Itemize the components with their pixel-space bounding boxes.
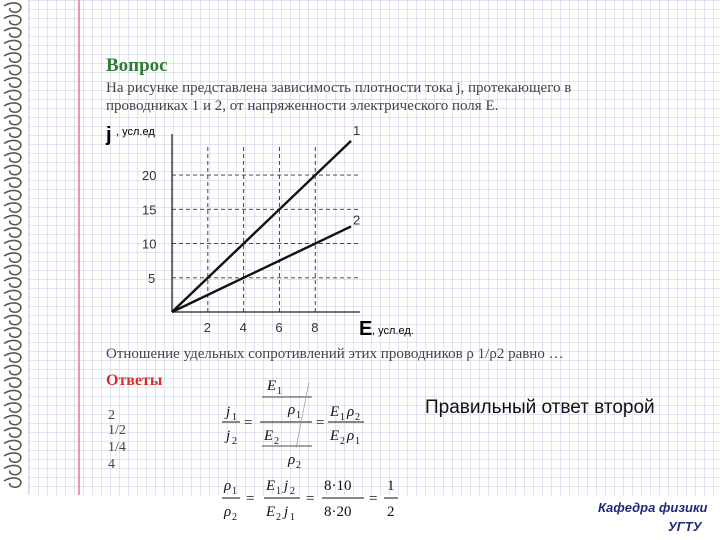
binding-ring	[4, 16, 21, 25]
y-tick-label: 15	[142, 202, 157, 218]
y-axis-symbol: j	[106, 124, 112, 146]
x-axis-unit: , усл.ед.	[372, 325, 414, 337]
formula-symbol: E	[266, 478, 276, 494]
binding-ring	[4, 116, 21, 125]
answers-title: Ответы	[106, 372, 163, 389]
binding-ring	[4, 466, 21, 475]
binding-ring	[4, 28, 21, 37]
x-tick-label: 8	[311, 320, 319, 335]
formula-subscript: 2	[296, 460, 301, 471]
formula-subscript: 2	[290, 486, 295, 497]
formula-resistivity-ratio	[222, 478, 398, 523]
formula-symbol: ρ	[224, 478, 232, 494]
ratio-question: Отношение удельных сопротивлений этих проводников ρ 1/ρ2 равно …	[106, 346, 564, 362]
binding-ring	[4, 416, 21, 425]
formula-symbol: j	[284, 478, 289, 494]
answer-option[interactable]: 2	[108, 408, 115, 423]
series-label-1: 1	[353, 122, 361, 138]
series-line-1	[172, 141, 351, 312]
formula-current-ratio	[222, 378, 364, 471]
x-tick-label: 6	[275, 320, 283, 335]
formula-subscript: 1	[277, 386, 282, 397]
binding-ring	[4, 91, 21, 100]
formula-number: 2	[387, 504, 395, 520]
formula-subscript: 1	[290, 512, 295, 523]
binding-ring	[4, 78, 21, 87]
binding-ring	[4, 341, 21, 350]
formula-symbol: E	[264, 428, 274, 444]
binding-ring	[4, 178, 21, 187]
binding-ring	[4, 53, 21, 62]
formula-subscript: 2	[232, 436, 237, 447]
spiral-binding-rings	[0, 0, 28, 495]
formula-symbol: ρ	[224, 504, 232, 520]
question-text-line-2: проводниках 1 и 2, от напряженности электрического поля E.	[106, 98, 499, 114]
formula-symbol: E	[330, 404, 340, 420]
y-axis-unit: , усл.ед	[116, 126, 155, 138]
binding-ring	[4, 3, 21, 12]
formula-subscript: 2	[355, 412, 360, 423]
binding-ring	[4, 153, 21, 162]
binding-ring	[4, 478, 21, 487]
binding-ring	[4, 128, 21, 137]
answer-option[interactable]: 4	[108, 457, 115, 472]
formula-symbol: j	[226, 404, 231, 420]
answer-option[interactable]: 1/2	[108, 423, 126, 438]
binding-ring	[4, 191, 21, 200]
current-density-chart	[100, 120, 440, 340]
binding-ring	[4, 316, 21, 325]
binding-ring	[4, 453, 21, 462]
y-tick-labels	[142, 168, 156, 286]
binding-ring	[4, 403, 21, 412]
binding-ring	[4, 228, 21, 237]
formula-subscript: 2	[340, 436, 345, 447]
formula-subscript: 1	[276, 486, 281, 497]
series-label-2: 2	[353, 212, 361, 228]
binding-ring	[4, 216, 21, 225]
x-tick-label: 2	[203, 320, 212, 335]
x-axis-symbol: E	[359, 318, 373, 340]
formula-subscript: 2	[274, 436, 279, 447]
formula-subscript: 1	[232, 412, 237, 423]
formula-number: 8·20	[324, 504, 352, 520]
binding-ring	[4, 266, 21, 275]
formula-equals: =	[369, 491, 378, 507]
department-name: Кафедра физики	[598, 500, 708, 515]
page-margin-line	[78, 0, 80, 495]
formula-symbol: j	[284, 504, 289, 520]
formula-symbol: ρ	[347, 428, 355, 444]
binding-ring	[4, 253, 21, 262]
binding-ring	[4, 428, 21, 437]
binding-ring	[4, 303, 21, 312]
binding-ring	[4, 378, 21, 387]
binding-ring	[4, 66, 21, 75]
y-tick-label: 5	[148, 270, 156, 286]
formula-equals: =	[246, 491, 255, 507]
series-line-2	[172, 226, 351, 312]
binding-ring	[4, 366, 21, 375]
question-title: Вопрос	[106, 55, 168, 76]
binding-ring	[4, 278, 21, 287]
question-text-line-1: На рисунке представлена зависимость плотности тока j, протекающего в	[106, 80, 572, 96]
binding-ring	[4, 328, 21, 337]
university-name: УГТУ	[668, 519, 702, 534]
formula-subscript: 1	[296, 410, 301, 421]
x-tick-label: 4	[239, 320, 247, 335]
formula-symbol: E	[267, 378, 277, 394]
formula-subscript: 1	[232, 486, 237, 497]
chart-grid	[172, 144, 360, 312]
formula-number: 1	[387, 478, 395, 494]
binding-ring	[4, 166, 21, 175]
formula-symbol: j	[226, 428, 231, 444]
binding-ring	[4, 141, 21, 150]
binding-ring	[4, 203, 21, 212]
formula-equals: =	[306, 491, 315, 507]
correct-answer-note: Правильный ответ второй	[425, 397, 655, 418]
formula-symbol: E	[266, 504, 276, 520]
formula-symbol: ρ	[288, 452, 296, 468]
chart-series	[172, 123, 360, 312]
binding-ring	[4, 353, 21, 362]
binding-ring	[4, 241, 21, 250]
y-tick-label: 20	[142, 168, 157, 184]
formula-subscript: 2	[232, 512, 237, 523]
formula-symbol: ρ	[347, 404, 355, 420]
y-tick-label: 10	[142, 236, 157, 252]
formula-subscript: 2	[276, 512, 281, 523]
formula-number: 8·10	[324, 478, 352, 494]
binding-ring	[4, 41, 21, 50]
binding-ring	[4, 441, 21, 450]
x-tick-labels	[204, 320, 319, 335]
binding-ring	[4, 391, 21, 400]
answer-option[interactable]: 1/4	[108, 440, 126, 455]
formula-subscript: 1	[355, 436, 360, 447]
formula-symbol: E	[330, 428, 340, 444]
binding-ring	[4, 291, 21, 300]
binding-ring	[4, 103, 21, 112]
formula-equals: =	[316, 415, 325, 431]
solution-formulas	[212, 372, 412, 540]
formula-equals: =	[244, 415, 253, 431]
formula-symbol: ρ	[288, 402, 296, 418]
spiral-binding	[0, 0, 28, 495]
formula-subscript: 1	[340, 412, 345, 423]
